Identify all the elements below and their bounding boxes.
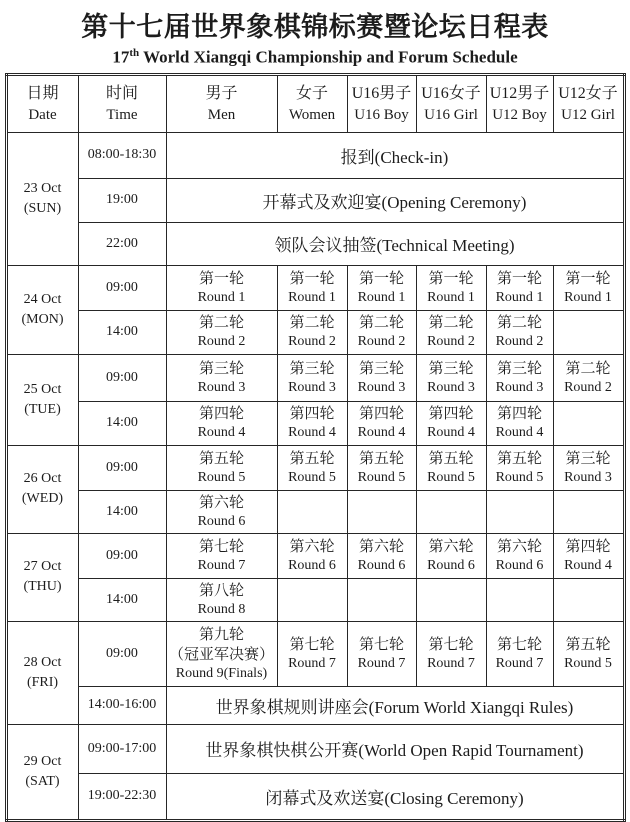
round-cell: 第六轮 Round 6 bbox=[166, 490, 277, 533]
round-cell: 第六轮 Round 6 bbox=[486, 533, 553, 578]
col-header-u12boy: U12男子 U12 Boy bbox=[486, 74, 553, 132]
event-cell: 开幕式及欢迎宴(Opening Ceremony) bbox=[166, 178, 624, 222]
round-cell: 第七轮 Round 7 bbox=[277, 621, 347, 686]
date-cell: 29 Oct (SAT) bbox=[6, 724, 78, 820]
round-cell: 第一轮 Round 1 bbox=[277, 265, 347, 310]
round-cell: 第三轮 Round 3 bbox=[277, 354, 347, 401]
event-cell: 报到(Check-in) bbox=[166, 132, 624, 178]
round-cell: 第三轮 Round 3 bbox=[166, 354, 277, 401]
table-row bbox=[6, 222, 624, 265]
subtitle-text: World Xiangqi Championship and Forum Schedule bbox=[139, 47, 518, 67]
round-cell: 第七轮 Round 7 bbox=[347, 621, 416, 686]
round-cell: 第二轮 Round 2 bbox=[347, 310, 416, 354]
table-row bbox=[6, 354, 624, 401]
time-cell: 14:00-16:00 bbox=[78, 686, 166, 724]
round-cell: 第一轮 Round 1 bbox=[553, 265, 624, 310]
time-cell: 09:00-17:00 bbox=[78, 724, 166, 773]
round-cell: 第七轮 Round 7 bbox=[486, 621, 553, 686]
round-cell: 第七轮 Round 7 bbox=[416, 621, 486, 686]
time-cell: 08:00-18:30 bbox=[78, 132, 166, 178]
time-cell: 09:00 bbox=[78, 445, 166, 490]
table-row bbox=[6, 533, 624, 578]
round-cell: 第四轮 Round 4 bbox=[166, 401, 277, 445]
round-cell: 第一轮 Round 1 bbox=[486, 265, 553, 310]
round-cell: 第五轮 Round 5 bbox=[553, 621, 624, 686]
event-cell: 闭幕式及欢送宴(Closing Ceremony) bbox=[166, 773, 624, 820]
round-cell: 第四轮 Round 4 bbox=[347, 401, 416, 445]
empty-cell bbox=[553, 401, 624, 445]
time-cell: 19:00 bbox=[78, 178, 166, 222]
round-cell: 第六轮 Round 6 bbox=[277, 533, 347, 578]
empty-cell bbox=[553, 310, 624, 354]
table-row bbox=[6, 132, 624, 178]
round-cell: 第七轮 Round 7 bbox=[166, 533, 277, 578]
page-title: 第十七届世界象棋锦标赛暨论坛日程表 bbox=[81, 12, 549, 42]
round-cell: 第八轮 Round 8 bbox=[166, 578, 277, 621]
round-cell: 第四轮 Round 4 bbox=[553, 533, 624, 578]
col-header-u12girl: U12女子 U12 Girl bbox=[553, 74, 624, 132]
round-cell: 第一轮 Round 1 bbox=[347, 265, 416, 310]
empty-cell bbox=[416, 578, 486, 621]
round-cell: 第五轮 Round 5 bbox=[486, 445, 553, 490]
schedule-table bbox=[5, 73, 626, 822]
time-cell: 14:00 bbox=[78, 578, 166, 621]
round-cell: 第五轮 Round 5 bbox=[166, 445, 277, 490]
round-cell: 第二轮 Round 2 bbox=[486, 310, 553, 354]
round-cell: 第三轮 Round 3 bbox=[486, 354, 553, 401]
time-cell: 19:00-22:30 bbox=[78, 773, 166, 820]
time-cell: 09:00 bbox=[78, 621, 166, 686]
empty-cell bbox=[277, 578, 347, 621]
table-row bbox=[6, 265, 624, 310]
round-cell: 第一轮 Round 1 bbox=[416, 265, 486, 310]
round-cell: 第六轮 Round 6 bbox=[416, 533, 486, 578]
event-cell: 世界象棋规则讲座会(Forum World Xiangqi Rules) bbox=[166, 686, 624, 724]
round-cell: 第三轮 Round 3 bbox=[553, 445, 624, 490]
table-row bbox=[6, 686, 624, 724]
empty-cell bbox=[553, 578, 624, 621]
time-cell: 14:00 bbox=[78, 310, 166, 354]
table-row bbox=[6, 401, 624, 445]
col-header-men: 男子 Men bbox=[166, 74, 277, 132]
table-row bbox=[6, 178, 624, 222]
date-cell: 28 Oct (FRI) bbox=[6, 621, 78, 724]
round-cell: 第二轮 Round 2 bbox=[416, 310, 486, 354]
round-cell: 第二轮 Round 2 bbox=[553, 354, 624, 401]
col-header-women: 女子 Women bbox=[277, 74, 347, 132]
empty-cell bbox=[347, 578, 416, 621]
table-row bbox=[6, 578, 624, 621]
empty-cell bbox=[486, 490, 553, 533]
table-row bbox=[6, 621, 624, 686]
date-cell: 24 Oct (MON) bbox=[6, 265, 78, 354]
event-cell: 领队会议抽签(Technical Meeting) bbox=[166, 222, 624, 265]
time-cell: 22:00 bbox=[78, 222, 166, 265]
empty-cell bbox=[416, 490, 486, 533]
table-row bbox=[6, 445, 624, 490]
empty-cell bbox=[347, 490, 416, 533]
table-row bbox=[6, 490, 624, 533]
time-cell: 09:00 bbox=[78, 265, 166, 310]
time-cell: 14:00 bbox=[78, 490, 166, 533]
round-cell: 第三轮 Round 3 bbox=[347, 354, 416, 401]
round-cell: 第五轮 Round 5 bbox=[277, 445, 347, 490]
empty-cell bbox=[486, 578, 553, 621]
round-cell: 第五轮 Round 5 bbox=[416, 445, 486, 490]
empty-cell bbox=[553, 490, 624, 533]
round-cell: 第二轮 Round 2 bbox=[277, 310, 347, 354]
time-cell: 09:00 bbox=[78, 533, 166, 578]
date-cell: 23 Oct (SUN) bbox=[6, 132, 78, 265]
table-row bbox=[6, 773, 624, 820]
subtitle-ordinal: th bbox=[129, 47, 140, 59]
round-cell: 第四轮 Round 4 bbox=[277, 401, 347, 445]
round-cell: 第五轮 Round 5 bbox=[347, 445, 416, 490]
subtitle-number: 17 bbox=[112, 47, 130, 67]
round-cell-finals: 第九轮 （冠亚军决赛） Round 9(Finals) bbox=[166, 621, 277, 686]
date-cell: 25 Oct (TUE) bbox=[6, 354, 78, 445]
round-cell: 第四轮 Round 4 bbox=[416, 401, 486, 445]
col-header-u16boy: U16男子 U16 Boy bbox=[347, 74, 416, 132]
round-cell: 第六轮 Round 6 bbox=[347, 533, 416, 578]
header-row bbox=[6, 74, 624, 132]
round-cell: 第一轮 Round 1 bbox=[166, 265, 277, 310]
col-header-u16girl: U16女子 U16 Girl bbox=[416, 74, 486, 132]
event-cell: 世界象棋快棋公开赛(World Open Rapid Tournament) bbox=[166, 724, 624, 773]
round-cell: 第三轮 Round 3 bbox=[416, 354, 486, 401]
page-subtitle bbox=[0, 47, 630, 68]
time-cell: 09:00 bbox=[78, 354, 166, 401]
date-cell: 26 Oct (WED) bbox=[6, 445, 78, 533]
round-cell: 第二轮 Round 2 bbox=[166, 310, 277, 354]
col-header-time: 时间 Time bbox=[78, 74, 166, 132]
round-cell: 第四轮 Round 4 bbox=[486, 401, 553, 445]
date-cell: 27 Oct (THU) bbox=[6, 533, 78, 621]
col-header-date: 日期 Date bbox=[6, 74, 78, 132]
table-row bbox=[6, 310, 624, 354]
table-row bbox=[6, 724, 624, 773]
empty-cell bbox=[277, 490, 347, 533]
time-cell: 14:00 bbox=[78, 401, 166, 445]
